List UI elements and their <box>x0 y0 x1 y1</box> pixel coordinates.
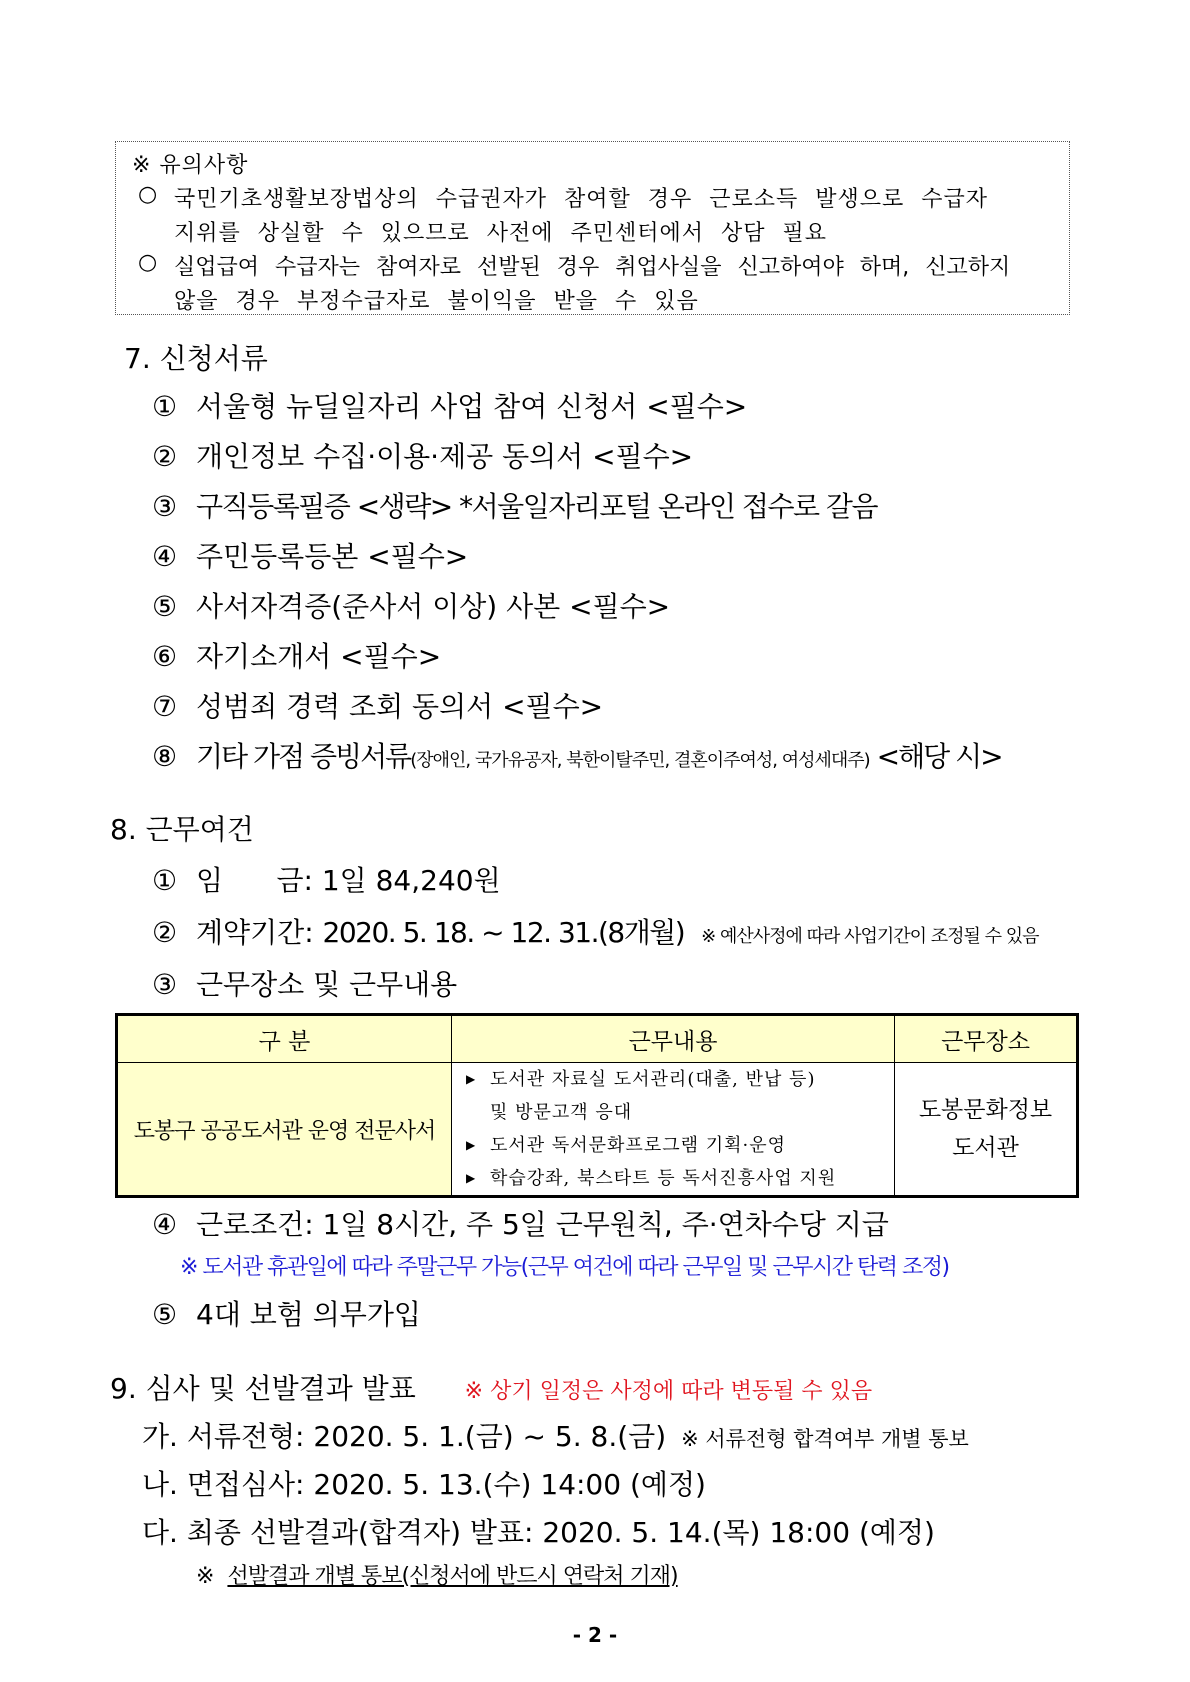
final-note-row <box>196 1559 678 1590</box>
conditions-text: 근로조건: 1일 8시간, 주 5일 근무원칙, 주·연차수당 지급 <box>196 1208 889 1241</box>
insurance-row <box>152 1293 421 1333</box>
item-number: ② <box>152 440 178 473</box>
item-text-main: 기타 가점 증빙서류 <box>196 740 411 773</box>
notice-item-1-line2: 지위를 상실할 수 있으므로 사전에 주민센터에서 상담 필요 <box>174 221 828 246</box>
section7-item-2 <box>152 435 693 475</box>
place-cell <box>895 1063 1078 1197</box>
notice-marker-1: ○ <box>138 182 159 207</box>
section7-item-5 <box>152 585 670 625</box>
place-line-1: 도봉문화정보 <box>918 1097 1053 1123</box>
item-text-end: <해당 시> <box>869 740 1002 773</box>
wage-label: 임 금: <box>196 864 313 897</box>
item-text-small: (장애인, 국가유공자, 북한이탈주민, 결혼이주여성, 여성세대주) <box>410 750 870 771</box>
triangle-bullet-icon: ▶ <box>466 1171 477 1185</box>
item-text: 주민등록등본 <필수> <box>196 540 469 573</box>
notice-box <box>115 141 1070 315</box>
header-division: 구 분 <box>117 1015 452 1063</box>
item-number: ③ <box>152 968 178 1001</box>
content-text: 및 방문고객 응대 <box>490 1102 633 1123</box>
item-number: ② <box>152 916 178 949</box>
page-number: - 2 - <box>572 1623 618 1647</box>
division-cell: 도봉구 공공도서관 운영 전문사서 <box>117 1063 452 1197</box>
content-line <box>466 1162 894 1195</box>
item-text: 성범죄 경력 조회 동의서 <필수> <box>196 690 604 723</box>
work-table <box>115 1013 1079 1198</box>
section7-item-1 <box>152 385 747 425</box>
item-text: 사서자격증(준사서 이상) 사본 <필수> <box>196 590 671 623</box>
section7-item-8 <box>152 735 1002 775</box>
content-text: 도서관 독서문화프로그램 기획·운영 <box>490 1135 786 1156</box>
place-row <box>152 963 457 1003</box>
item-text: 서울형 뉴딜일자리 사업 참여 신청서 <필수> <box>196 390 748 423</box>
item-number: ⑤ <box>152 1298 178 1331</box>
item-number: ① <box>152 390 178 423</box>
insurance-text: 4대 보험 의무가입 <box>196 1298 421 1331</box>
schedule-item-1 <box>142 1415 969 1455</box>
item-number: ⑧ <box>152 740 178 773</box>
notice-item-2-line1: 실업급여 수급자는 참여자로 선발된 경우 취업사실을 신고하여야 하며, 신고하지 <box>174 255 1011 280</box>
notice-item-2-line2: 않을 경우 부정수급자로 불이익을 받을 수 있음 <box>174 289 699 314</box>
notice-marker-2: ○ <box>138 250 159 275</box>
schedule-text: 가. 서류전형: 2020. 5. 1.(금) ~ 5. 8.(금) <box>142 1420 667 1453</box>
wage-value: 1일 84,240원 <box>321 864 501 897</box>
item-text: 자기소개서 <필수> <box>196 640 442 673</box>
triangle-bullet-icon: ▶ <box>466 1072 477 1086</box>
section9-heading-note: ※ 상기 일정은 사정에 따라 변동될 수 있음 <box>464 1379 873 1404</box>
item-number: ① <box>152 864 178 897</box>
header-place: 근무장소 <box>895 1015 1078 1063</box>
table-row <box>117 1063 1078 1197</box>
notice-item-1-line1: 국민기초생활보장법상의 수급권자가 참여할 경우 근로소득 발생으로 수급자 <box>174 187 989 212</box>
content-text: 도서관 자료실 도서관리(대출, 반납 등) <box>490 1069 816 1090</box>
section7-item-4 <box>152 535 468 575</box>
header-content: 근무내용 <box>452 1015 895 1063</box>
period-value: 2020. 5. 18. ~ 12. 31.(8개월) <box>322 916 685 949</box>
triangle-bullet-icon: ▶ <box>466 1138 477 1152</box>
section7-item-7 <box>152 685 603 725</box>
schedule-item-2: 나. 면접심사: 2020. 5. 13.(수) 14:00 (예정) <box>142 1468 706 1501</box>
item-text: 구직등록필증 <생략> *서울일자리포털 온라인 접수로 갈음 <box>196 490 878 523</box>
item-number: ③ <box>152 490 176 523</box>
place-line-2: 도서관 <box>952 1135 1019 1161</box>
content-line <box>466 1129 894 1162</box>
section9-heading-row <box>110 1367 872 1407</box>
item-text: 개인정보 수집·이용·제공 동의서 <필수> <box>196 440 694 473</box>
schedule-note: ※ 서류전형 합격여부 개별 통보 <box>681 1427 969 1451</box>
content-line <box>466 1096 894 1129</box>
item-number: ④ <box>152 1208 178 1241</box>
place-label: 근무장소 및 근무내용 <box>196 968 458 1001</box>
section9-heading: 9. 심사 및 선발결과 발표 <box>110 1372 416 1405</box>
table-header-row <box>117 1015 1078 1063</box>
conditions-note: ※ 도서관 휴관일에 따라 주말근무 가능(근무 여건에 따라 근무일 및 근무시간 탄력 조정) <box>180 1255 949 1280</box>
period-label: 계약기간: <box>196 916 314 949</box>
final-note-mark: ※ <box>196 1564 214 1589</box>
content-cell <box>452 1063 895 1197</box>
section7-item-6 <box>152 635 441 675</box>
content-line <box>466 1063 894 1096</box>
section7-item-3 <box>152 485 877 525</box>
item-number: ⑦ <box>152 690 178 723</box>
item-number: ④ <box>152 540 178 573</box>
item-number: ⑥ <box>152 640 178 673</box>
content-text: 학습강좌, 북스타트 등 독서진흥사업 지원 <box>490 1168 837 1189</box>
item-number: ⑤ <box>152 590 178 623</box>
period-row <box>152 911 1039 951</box>
final-note: 선발결과 개별 통보(신청서에 반드시 연락처 기재) <box>227 1564 678 1589</box>
period-note: ※ 예산사정에 따라 사업기간이 조정될 수 있음 <box>701 926 1039 947</box>
schedule-item-3: 다. 최종 선발결과(합격자) 발표: 2020. 5. 14.(목) 18:00 (예정) <box>142 1516 935 1549</box>
section7-heading: 7. 신청서류 <box>124 342 268 375</box>
conditions-row <box>152 1203 889 1243</box>
section8-heading: 8. 근무여건 <box>110 813 254 846</box>
notice-title: ※ 유의사항 <box>132 153 249 178</box>
wage-row <box>152 859 501 899</box>
